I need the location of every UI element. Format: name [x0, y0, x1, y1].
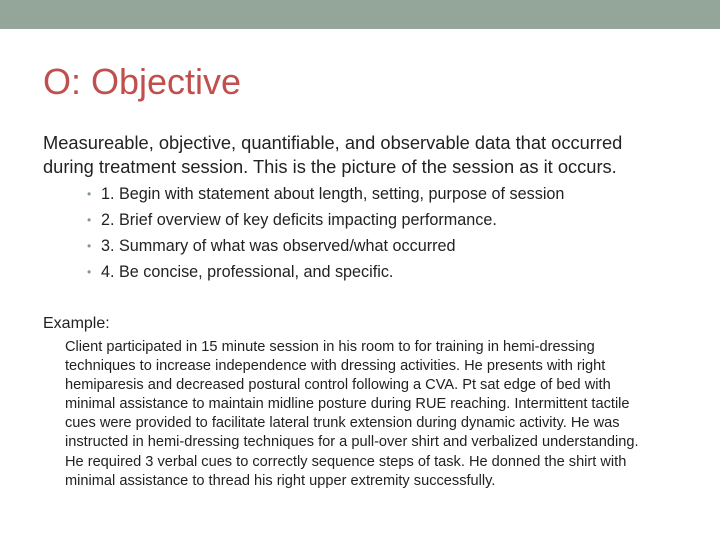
bullet-text: 3. Summary of what was observed/what occurred	[101, 237, 456, 255]
example-line: minimal assistance to thread his right upper extremity successfully.	[65, 472, 496, 489]
example-line: minimal assistance to maintain midline posture during RUE reaching. Intermittent tactile	[65, 396, 630, 413]
example-line: instructed in hemi-dressing techniques for a pull-over shirt and verbalized understanding.	[65, 434, 639, 451]
bullet-dot-icon: •	[87, 187, 92, 201]
bullet-text: 1. Begin with statement about length, setting, purpose of session	[101, 185, 565, 203]
example-line: hemiparesis and decreased postural control following a CVA. Pt sat edge of bed with	[65, 377, 611, 394]
bullet-item	[87, 181, 564, 207]
bullet-text: 2. Brief overview of key deficits impacting performance.	[101, 211, 497, 229]
header-bar	[0, 0, 720, 29]
slide-title: O: Objective	[43, 61, 242, 102]
bullet-item	[87, 259, 564, 285]
example-paragraph	[65, 338, 705, 491]
bullet-item	[87, 207, 564, 233]
example-line: He required 3 verbal cues to correctly sequence steps of task. He donned the shirt with	[65, 453, 627, 470]
example-label: Example:	[43, 315, 110, 332]
intro-line: during treatment session. This is the picture of the session as it occurs.	[43, 156, 617, 177]
bullet-dot-icon: •	[87, 265, 92, 279]
example-line: techniques to increase independence with dressing activities. He presents with right	[65, 358, 606, 375]
bullet-dot-icon: •	[87, 239, 92, 253]
example-line: cues were provided to facilitate lateral trunk extension during dynamic activity. He was	[65, 415, 620, 432]
example-line: Client participated in 15 minute session in his room to for training in hemi-dressing	[65, 339, 595, 355]
bullet-item	[87, 233, 564, 259]
bullet-dot-icon: •	[87, 213, 92, 227]
bullet-list	[87, 181, 564, 285]
bullet-text: 4. Be concise, professional, and specific.	[101, 263, 394, 281]
intro-paragraph	[43, 131, 703, 179]
intro-line: Measureable, objective, quantifiable, and observable data that occurred	[43, 132, 623, 153]
